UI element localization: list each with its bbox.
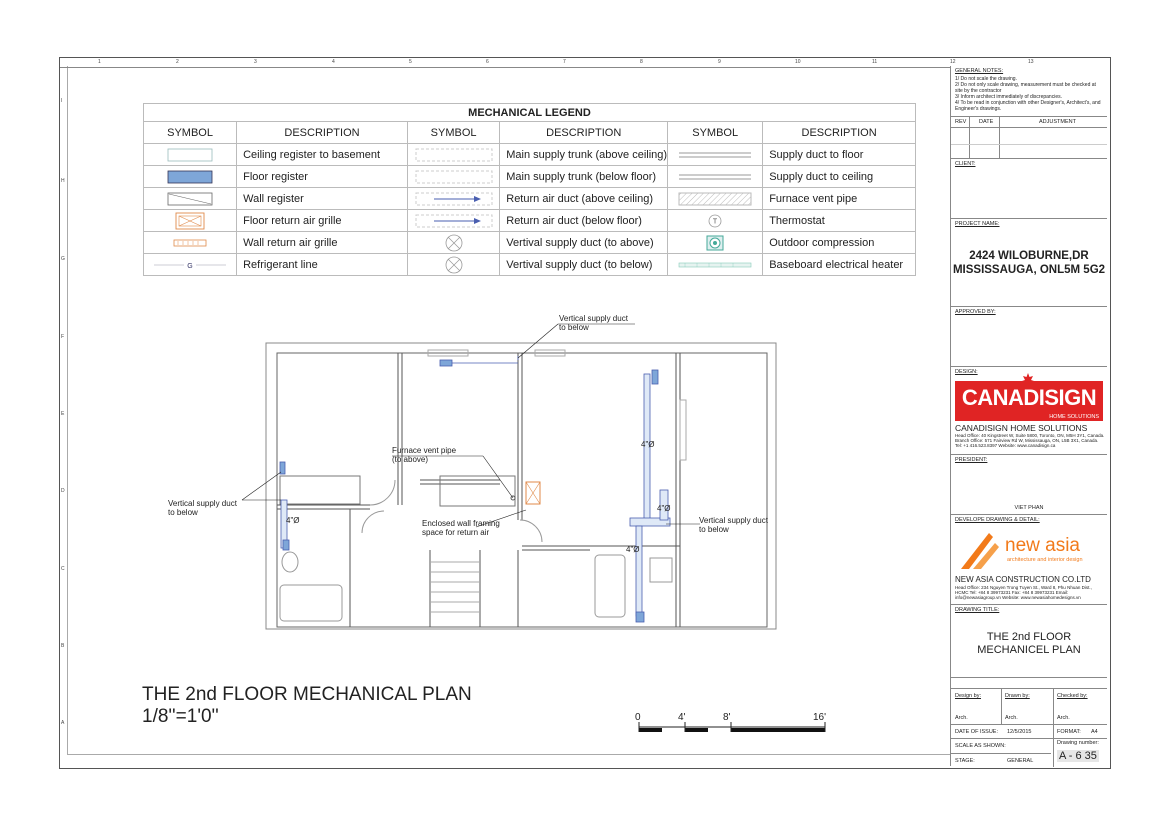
ruler-col: 1 [98,59,101,65]
new-asia-sub: architecture and interior design [1007,557,1083,563]
stage-value: GENERAL [1007,758,1034,764]
drawing-number: A - 6 35 [1059,750,1097,762]
ruler-row: H [61,178,65,184]
format-label: FORMAT: [1057,729,1081,735]
title-block [950,66,1107,766]
rev-header: DATE [979,119,994,125]
legend-row [144,232,916,254]
ruler-row: D [61,488,65,494]
legend-desc: Wall register [237,188,408,210]
checked-by-label: Checked by: [1057,693,1088,699]
legend-row [144,254,916,276]
drawing-number-label: Drawing number: [1057,740,1099,746]
company-address: Head Office: 40 Kingstreet W, Suite 5800, Toronto, ON, M5H 3Y1, Canada. Branch Office: 571 Fairview Rd W, Mississauga, ON, L5B 3X1, Canada. Tel: +1 416.523.8397 Website: www.canadisign.ca [955,433,1105,448]
thermostat-mark: T [713,218,718,225]
refrigerant-mark: G [187,262,193,270]
vertical-supply-above-symbol [444,233,464,253]
date-value: 12/5/2015 [1007,729,1032,735]
design-section [951,366,1107,455]
ruler-row: I [61,98,63,104]
floor-register-symbol [167,170,213,184]
new-asia-wordmark: new asia [1005,535,1080,556]
duct-size-label: 4"Ø [626,545,640,554]
company-name-2: NEW ASIA CONSTRUCTION CO.LTD [955,575,1091,584]
ruler-col: 6 [486,59,489,65]
legend-desc: Vertival supply duct (to above) [500,232,668,254]
legend-title: MECHANICAL LEGEND [144,104,916,122]
project-section [951,218,1107,307]
logo-sub: HOME SOLUTIONS [1049,414,1099,420]
ruler-col: 11 [872,59,878,65]
ruler-col: 9 [718,59,721,65]
plan-title: THE 2nd FLOOR MECHANICAL PLAN [142,684,472,705]
legend-desc: Floor return air grille [237,210,408,232]
floor-plan [140,300,800,640]
new-asia-logo-mark [959,529,1009,571]
ruler-col: 13 [1028,59,1034,65]
ruler-row: B [61,643,65,649]
scale-label: 8' [723,712,731,723]
note: 1/ Do not scale the drawing. [955,76,1017,82]
client-section [951,158,1107,219]
drawing-title-section [951,604,1107,689]
legend-desc: Return air duct (below floor) [500,210,668,232]
checker-value: Arch. [1057,715,1070,721]
canadisign-logo [955,381,1103,421]
date-label: DATE OF ISSUE: [955,729,998,735]
drawing-title-label: DRAWING TITLE: [955,607,1000,613]
callout-furnace-vent: Furnace vent pipe (to above) [392,446,457,464]
rev-header: ADJUSTMENT [1039,119,1076,125]
outdoor-compression-symbol [706,235,724,251]
project-address-1: 2424 WILOBURNE,DR [969,250,1089,262]
return-air-above-symbol [414,191,494,207]
legend-row [144,188,916,210]
legend-desc: Baseboard electrical heater [763,254,916,276]
drawer-value: Arch. [1005,715,1018,721]
floor-return-grille-symbol [175,212,205,230]
duct-size-label: 4"Ø [657,504,671,513]
general-notes [955,76,1105,112]
issue-section [951,724,1107,767]
ruler-col: 4 [332,59,335,65]
note: 2/ Do not only scale drawing, measurement must be checked at site by the contractor [955,82,1096,94]
callout-vertical-duct-right: Vertical supply duct to below [699,516,768,534]
column-ruler [60,59,1034,68]
duct-size-label: 4"Ø [286,516,300,525]
main-supply-above-symbol [414,147,494,163]
scale-as-shown: SCALE AS SHOWN: [955,743,1006,749]
wall-register-symbol [167,192,213,206]
designer-value: Arch. [955,715,968,721]
stage-label: STAGE: [955,758,975,764]
design-label: DESIGN: [955,369,978,375]
return-air-below-symbol [414,213,494,229]
callout-vertical-duct-left: Vertical supply duct to below [168,499,237,517]
legend-desc: Return air duct (above ceiling) [500,188,668,210]
ruler-row: A [61,720,65,726]
legend-header: DESCRIPTION [500,122,668,144]
ruler-row: C [61,566,65,572]
note: 3/ Inform architect immediately of discrepancies. [955,94,1062,100]
legend-desc: Main supply trunk (below floor) [500,166,668,188]
legend-row [144,210,916,232]
furnace-vent-symbol [677,191,753,207]
ruler-col: 2 [176,59,179,65]
legend-desc: Thermostat [763,210,916,232]
refrigerant-line-symbol [152,260,228,270]
maple-leaf-icon [1021,373,1035,385]
ruler-col: 5 [409,59,412,65]
note: 4/ To be read in conjunction with other Designer's, Architect's, and Engineer's drawings. [955,100,1101,112]
legend-header: DESCRIPTION [237,122,408,144]
supply-duct-ceiling-symbol [677,172,753,182]
baseboard-heater-symbol [677,261,753,269]
vertical-supply-below-symbol [444,255,464,275]
legend-row [144,144,916,166]
legend-row [144,166,916,188]
ruler-col: 7 [563,59,566,65]
callout-enclosed-wall: Enclosed wall framing space for return air [422,519,500,537]
ruler-row: E [61,411,65,417]
ruler-col: 10 [795,59,801,65]
scale-label: 16' [813,712,827,723]
scale-label: 4' [678,712,686,723]
legend-desc: Main supply trunk (above ceiling) [500,144,668,166]
format-value: A4 [1091,729,1098,735]
legend-desc: Refrigerant line [237,254,408,276]
duct-size-label: 4"Ø [641,440,655,449]
scale-bar [635,712,830,738]
president-name: VIET PHAN [1014,505,1044,511]
client-label: CLIENT: [955,161,976,167]
legend-header: SYMBOL [144,122,237,144]
main-supply-below-symbol [414,169,494,185]
ruler-col: 3 [254,59,257,65]
ruler-col: 12 [950,59,956,65]
legend-desc: Floor register [237,166,408,188]
project-address-2: MISSISSAUGA, ONL5M 5G2 [952,264,1106,276]
signoff-section [951,688,1107,725]
supply-duct-floor-symbol [677,150,753,160]
drawing-title-1: THE 2nd FLOOR [986,631,1072,643]
ruler-row: F [61,334,65,340]
legend-desc: Supply duct to floor [763,144,916,166]
ceiling-register-symbol [167,148,213,162]
logo-wordmark: CANADISIGN [961,385,1097,410]
developer-section [951,514,1107,605]
design-by-label: Design by: [955,693,981,699]
project-label: PROJECT NAME: [955,221,1000,227]
thermostat-symbol [707,213,723,229]
rev-header: REV [955,119,967,125]
legend-header: DESCRIPTION [763,122,916,144]
president-label: PRESIDENT: [955,457,988,463]
develope-label: DEVELOPE DRAWING & DETAIL: [955,517,1040,523]
legend-desc: Vertival supply duct (to below) [500,254,668,276]
legend-desc: Outdoor compression [763,232,916,254]
ruler-col: 8 [640,59,643,65]
scale-label: 0 [635,712,641,723]
drawn-by-label: Drawn by: [1005,693,1030,699]
plan-scale: 1/8''=1'0'' [142,706,219,727]
legend-desc: Ceiling register to basement [237,144,408,166]
company-name: CANADISIGN HOME SOLUTIONS [955,423,1088,433]
wall-return-grille-symbol [173,239,207,247]
ruler-row: G [61,256,65,262]
general-notes-label: GENERAL NOTES: [955,68,1004,74]
legend-header: SYMBOL [668,122,763,144]
legend-desc: Wall return air grille [237,232,408,254]
legend-header: SYMBOL [407,122,499,144]
drawing-title-2: MECHANICEL PLAN [977,644,1081,656]
president-section [951,454,1107,515]
company-address-2: Head Office: 234 Nguyen Trong Tuyen St., Ward 8, Phu Nhuan Dist., HCMC Tel: +84 8 39973231 Fax: +84 8 39973231 Email: info@newasiagroup.vn Website: www.newasiahomedesigns.vn [955,585,1092,600]
approved-section [951,306,1107,367]
legend-desc: Supply duct to ceiling [763,166,916,188]
revision-table [951,116,1107,159]
legend-desc: Furnace vent pipe [763,188,916,210]
approved-label: APPROVED BY: [955,309,996,315]
mechanical-legend [143,103,916,276]
callout-vertical-duct-top: Vertical supply duct to below [559,314,628,332]
